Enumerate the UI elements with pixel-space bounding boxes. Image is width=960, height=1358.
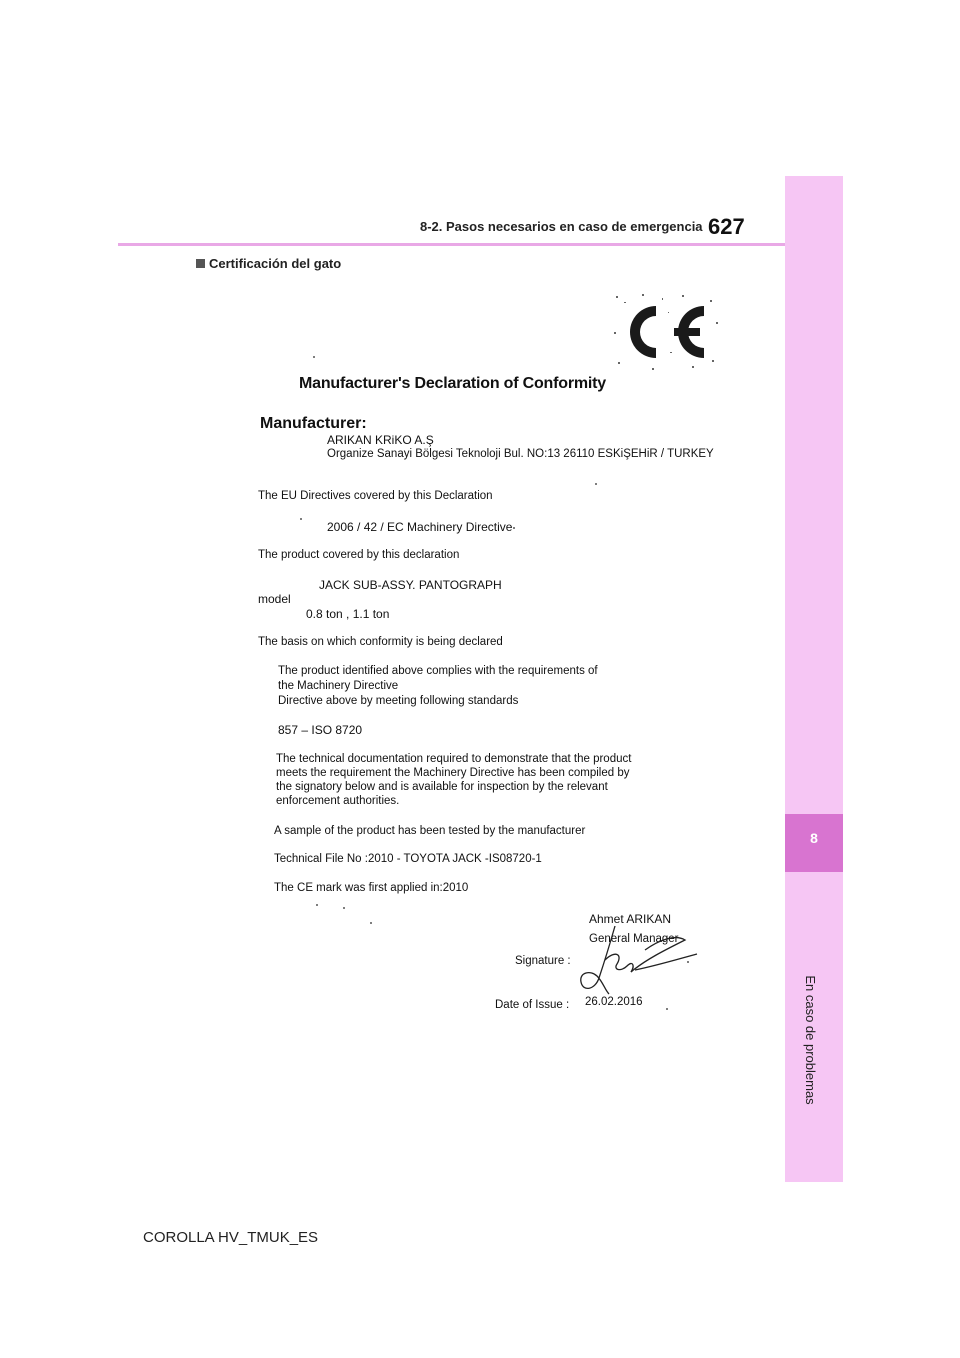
signatory-name: Ahmet ARIKAN [589, 912, 672, 926]
scan-speck [313, 356, 315, 358]
square-bullet-icon [196, 259, 205, 268]
basis-label: The basis on which conformity is being declared [258, 636, 503, 648]
technical-doc-line-3: the signatory below and is available for inspection by the relevant [276, 781, 608, 793]
product-name: JACK SUB-ASSY. PANTOGRAPH [319, 578, 502, 592]
model-values: 0.8 ton , 1.1 ton [306, 607, 390, 621]
date-of-issue-value: 26.02.2016 [585, 996, 643, 1008]
handwritten-signature [575, 920, 705, 1000]
scan-speck [513, 527, 515, 529]
chapter-label-text: En caso de problemas [803, 975, 818, 1105]
basis-line-2: the Machinery Directive [278, 680, 399, 692]
signature-label: Signature : [515, 955, 571, 967]
manufacturer-name: ARIKAN KRiKO A.Ş [327, 433, 434, 447]
scan-speck [687, 961, 689, 963]
directive-text: 2006 / 42 / EC Machinery Directive [327, 520, 513, 534]
header-divider [118, 243, 785, 246]
scan-speck [300, 518, 302, 520]
technical-file-number: Technical File No :2010 - TOYOTA JACK -IS08720-1 [274, 853, 542, 865]
section-title [196, 256, 341, 271]
scan-speck [595, 483, 597, 485]
chapter-number: 8 [810, 830, 818, 846]
scan-speck [316, 904, 318, 906]
declaration-title: Manufacturer's Declaration of Conformity [299, 375, 606, 392]
section-title-text: Certificación del gato [209, 256, 342, 271]
signatory-title: General Manager [589, 933, 679, 945]
ce-mark-icon [612, 292, 720, 372]
technical-doc-line-4: enforcement authorities. [276, 795, 400, 807]
scan-speck [666, 1008, 668, 1010]
basis-line-1: The product identified above complies with the requirements of [278, 665, 598, 677]
standard-number: 857 – ISO 8720 [278, 723, 363, 737]
header-section-title: 8-2. Pasos necesarios en caso de emergencia [420, 219, 703, 234]
model-label: model [258, 592, 291, 606]
eu-directives-label: The EU Directives covered by this Declaration [258, 490, 493, 502]
basis-line-3: Directive above by meeting following standards [278, 695, 519, 707]
ce-first-applied: The CE mark was first applied in:2010 [274, 882, 469, 894]
scan-speck [370, 922, 372, 924]
scan-speck [343, 907, 345, 909]
technical-doc-line-2: meets the requirement the Machinery Directive has been compiled by [276, 767, 630, 779]
manufacturer-address: Organize Sanayi Bölgesi Teknoloji Bul. NO:13 26110 ESKiŞEHiR / TURKEY [327, 448, 714, 460]
date-of-issue-label: Date of Issue : [495, 999, 570, 1011]
technical-doc-line-1: The technical documentation required to demonstrate that the product [276, 753, 632, 765]
page-number: 627 [708, 214, 745, 239]
document-code: COROLLA HV_TMUK_ES [143, 1229, 319, 1246]
manufacturer-label: Manufacturer: [260, 415, 367, 432]
sample-tested-text: A sample of the product has been tested by the manufacturer [274, 825, 586, 837]
product-label: The product covered by this declaration [258, 549, 460, 561]
